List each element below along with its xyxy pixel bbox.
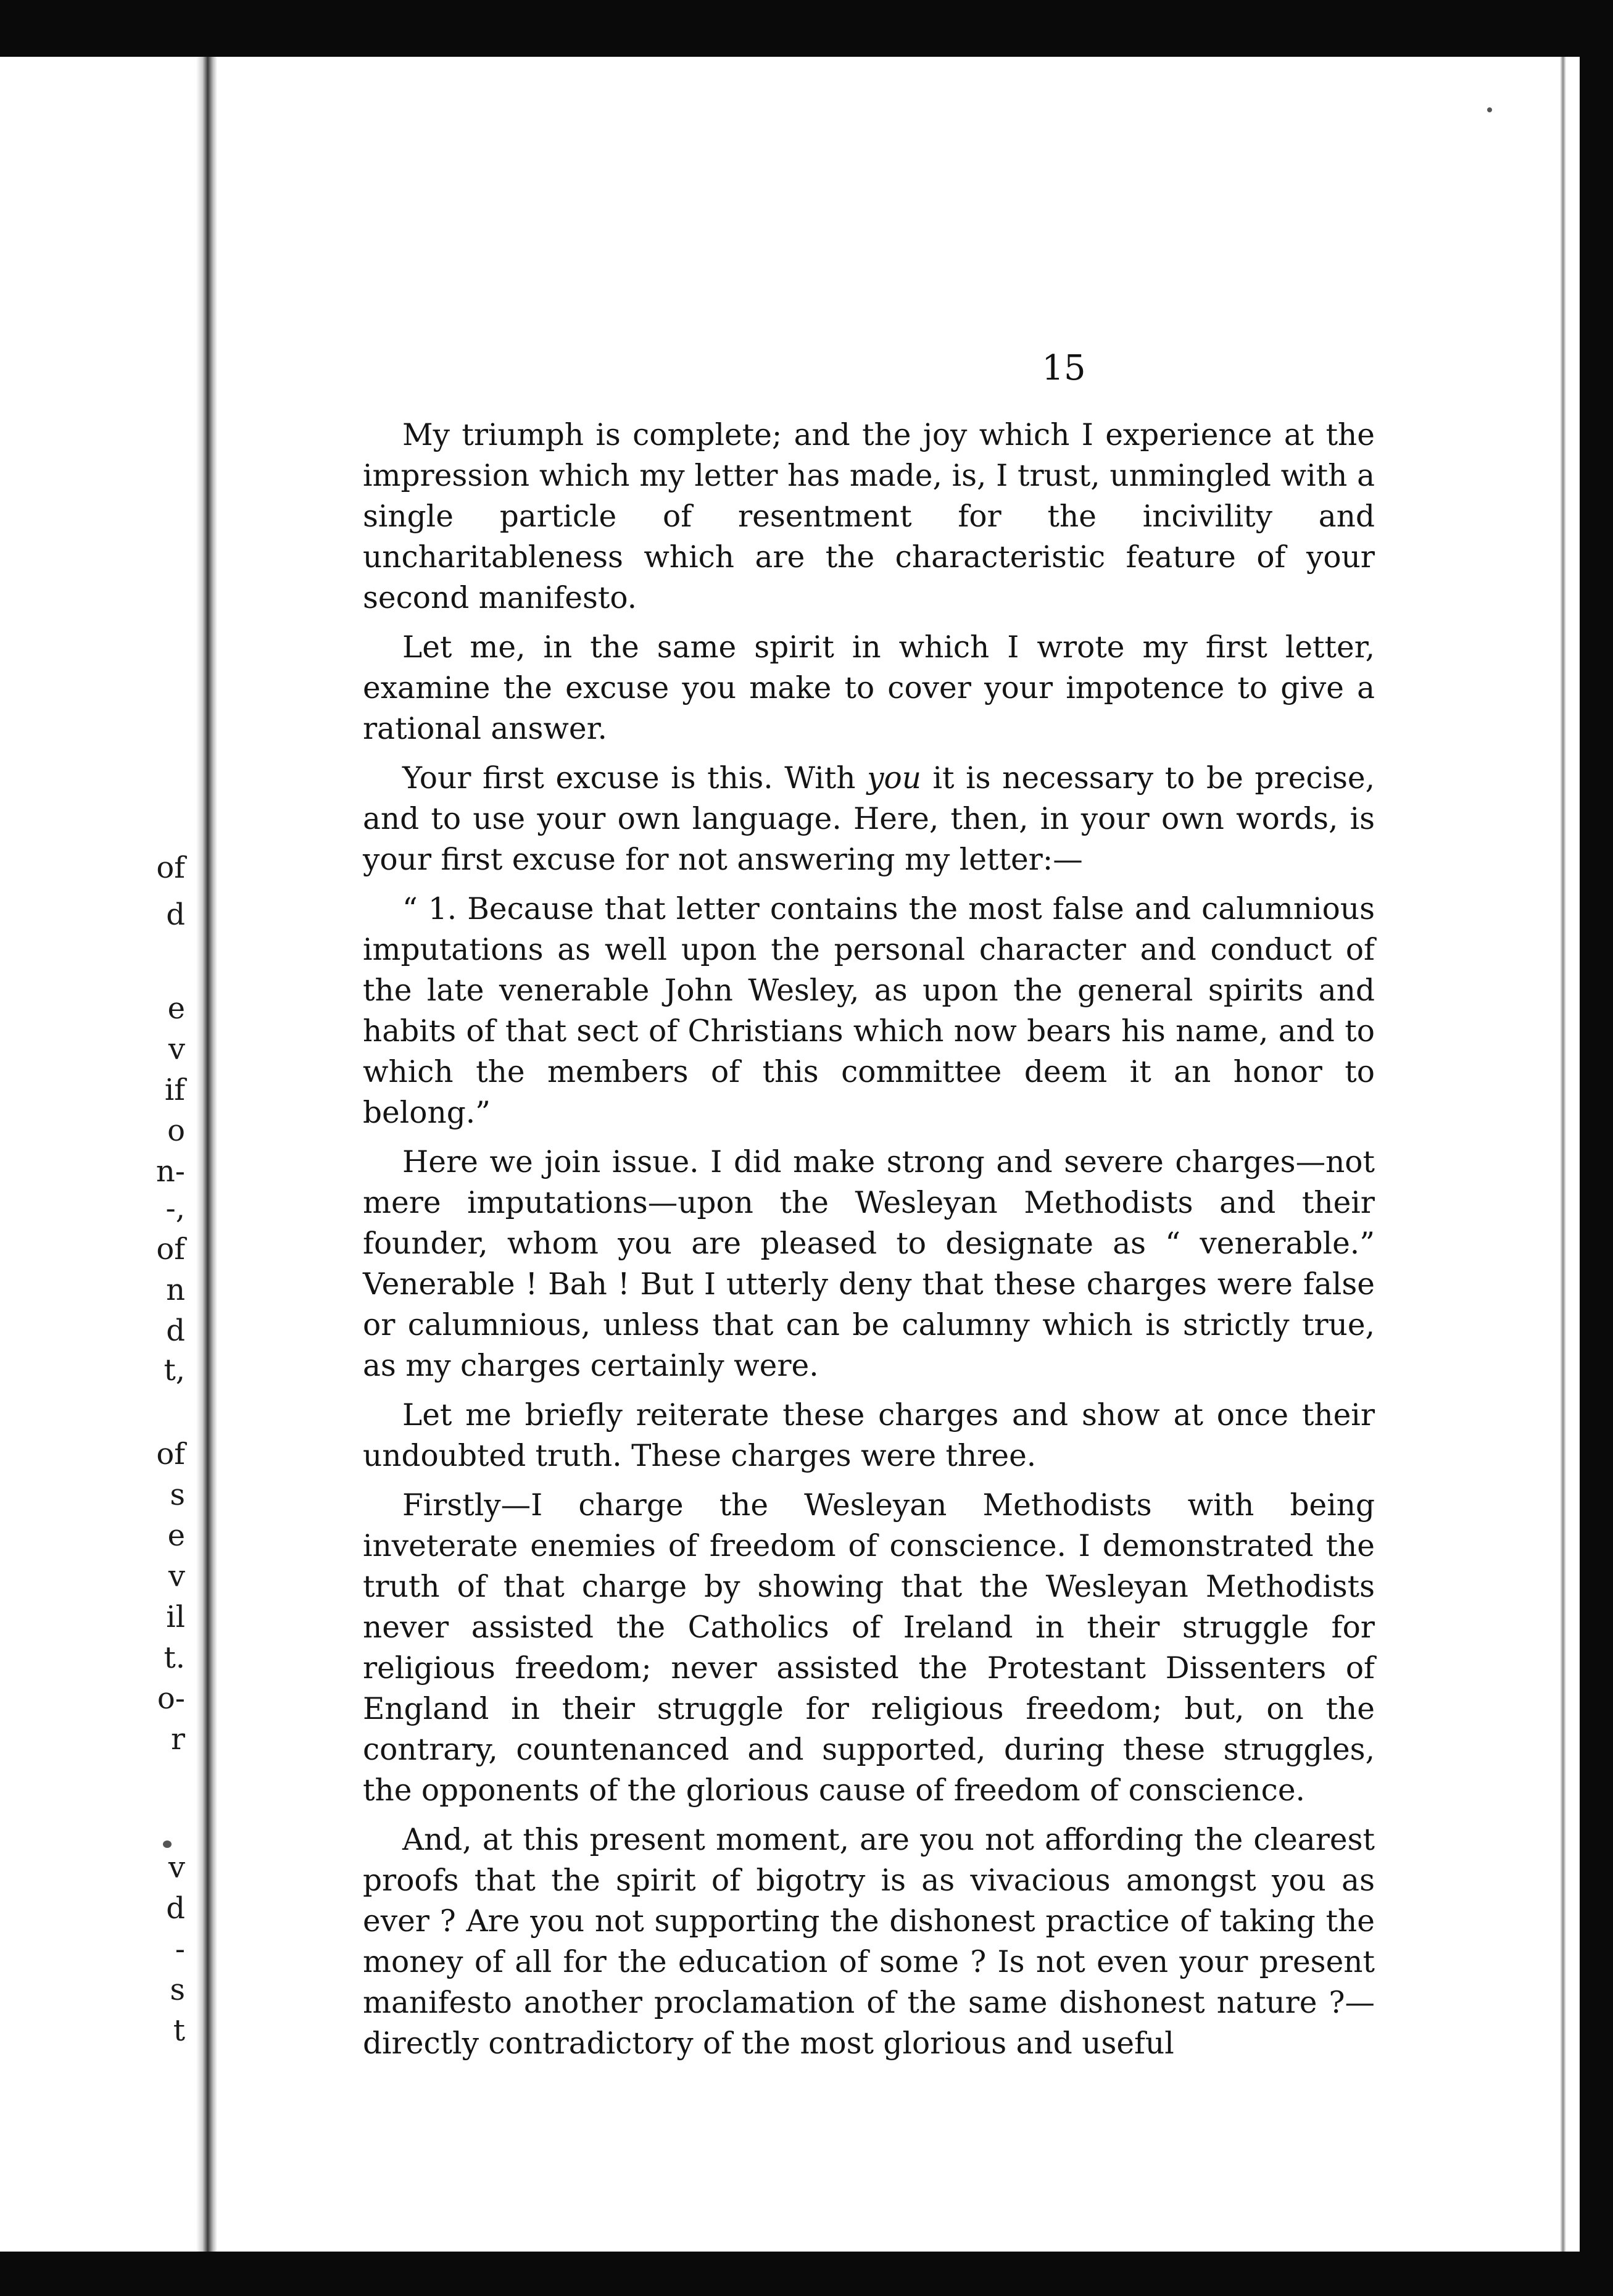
page-15 — [217, 57, 1560, 2252]
dust-speck — [1487, 107, 1492, 112]
paragraph: My triumph is complete; and the joy which I experience at the impression which my letter has made, is, I trust, unmingled with a single particle of resentment for the incivility and uncharitableness which are the characteristic feature of your second manifesto. — [363, 418, 1375, 615]
scan-border-right — [1580, 0, 1613, 2296]
paragraph: Here we join issue. I did make strong and severe charges—not mere imputations—upon the Wesleyan Methodists and their founder, whom you are pleased to designate as “ venerable.” Venerable ! Bah ! But I utterly deny that these charges were false or calumnious, unless that can be calumny which is strictly true, as my charges certainly were. — [363, 1145, 1375, 1383]
left-page-fragment: t. — [164, 1641, 185, 1675]
paragraph-text: Your first excuse is this. With — [402, 761, 868, 796]
paragraph: And, at this present moment, are you not affording the clearest proofs that the spirit of bigotry is as vivacious amongst you as ever ? Are you not supporting the dishonest practice of taking the money of all for the education of some ? Is not even your present manifesto another proclamation of the same dishonest nature ?—directly contradictory of the most glorious and useful — [363, 1823, 1375, 2061]
left-page-fragment: d — [166, 1891, 185, 1926]
left-page-fragment: s — [170, 1973, 185, 2007]
scan-border-bottom — [0, 2252, 1613, 2296]
left-page-fragment: v — [168, 1559, 185, 1594]
left-page-fragment: d — [166, 1313, 185, 1348]
left-page-fragment: t — [173, 2013, 185, 2048]
page-number: 15 — [1042, 348, 1086, 388]
left-page-fragment: e — [167, 991, 185, 1026]
dust-speck — [163, 1841, 172, 1848]
left-page-fragment: t, — [164, 1353, 185, 1387]
left-page-fragment: o — [167, 1113, 185, 1148]
left-page-fragment: v — [168, 1850, 185, 1885]
paragraph: Let me briefly reiterate these charges and show at once their undoubted truth. These charges were three. — [363, 1398, 1375, 1473]
quoted-paragraph: “ 1. Because that letter contains the most false and calumnious imputations as well upon the personal character and conduct of the late venerable John Wesley, as upon the general spirits and habits of that sect of Christians which now bears his name, and to which the members of this committee deem it an honor to belong.” — [363, 892, 1375, 1130]
paragraph: Let me, in the same spirit in which I wrote my first letter, examine the excuse you make to cover your impotence to give a rational answer. — [363, 630, 1375, 746]
left-page-fragment: e — [167, 1518, 185, 1553]
left-page-fragment: of — [156, 851, 185, 885]
emphasized-word: you — [867, 761, 921, 796]
left-page-fragment: -, — [165, 1191, 185, 1226]
left-page-fragment: d — [166, 897, 185, 932]
left-page-fragment: s — [170, 1478, 185, 1512]
left-page-fragment: r — [171, 1722, 185, 1757]
scan-border-top — [0, 0, 1613, 57]
book-gutter — [196, 57, 217, 2252]
left-page-fragment: of — [156, 1437, 185, 1471]
paragraph-text: it is necessary to be precise, and to use your own language. Here, then, in your own words, is your first excuse for not answering my letter:— — [363, 761, 1375, 877]
previous-page-edge — [0, 57, 196, 2252]
left-page-fragment: il — [166, 1600, 185, 1634]
left-page-fragment: n- — [155, 1154, 185, 1189]
left-page-fragment: v — [168, 1032, 185, 1067]
left-page-fragment: - — [175, 1932, 185, 1966]
left-page-fragment: o- — [157, 1681, 185, 1716]
paragraph: Firstly—I charge the Wesleyan Methodists with being inveterate enemies of freedom of conscience. I demonstrated the truth of that charge by showing that the Wesleyan Methodists never assisted the Catholics of Ireland in their struggle for religious freedom; never assisted the Protestant Dissenters of England in their struggle for religious freedom; but, on the contrary, countenanced and supported, during these struggles, the opponents of the glorious cause of freedom of conscience. — [363, 1488, 1375, 1808]
paragraph — [363, 758, 1375, 880]
left-page-fragment: n — [166, 1273, 185, 1307]
left-page-fragment: if — [164, 1073, 185, 1107]
page-edge-shadow — [1560, 57, 1566, 2252]
body-text — [363, 415, 1375, 2073]
left-page-fragment: of — [156, 1232, 185, 1267]
